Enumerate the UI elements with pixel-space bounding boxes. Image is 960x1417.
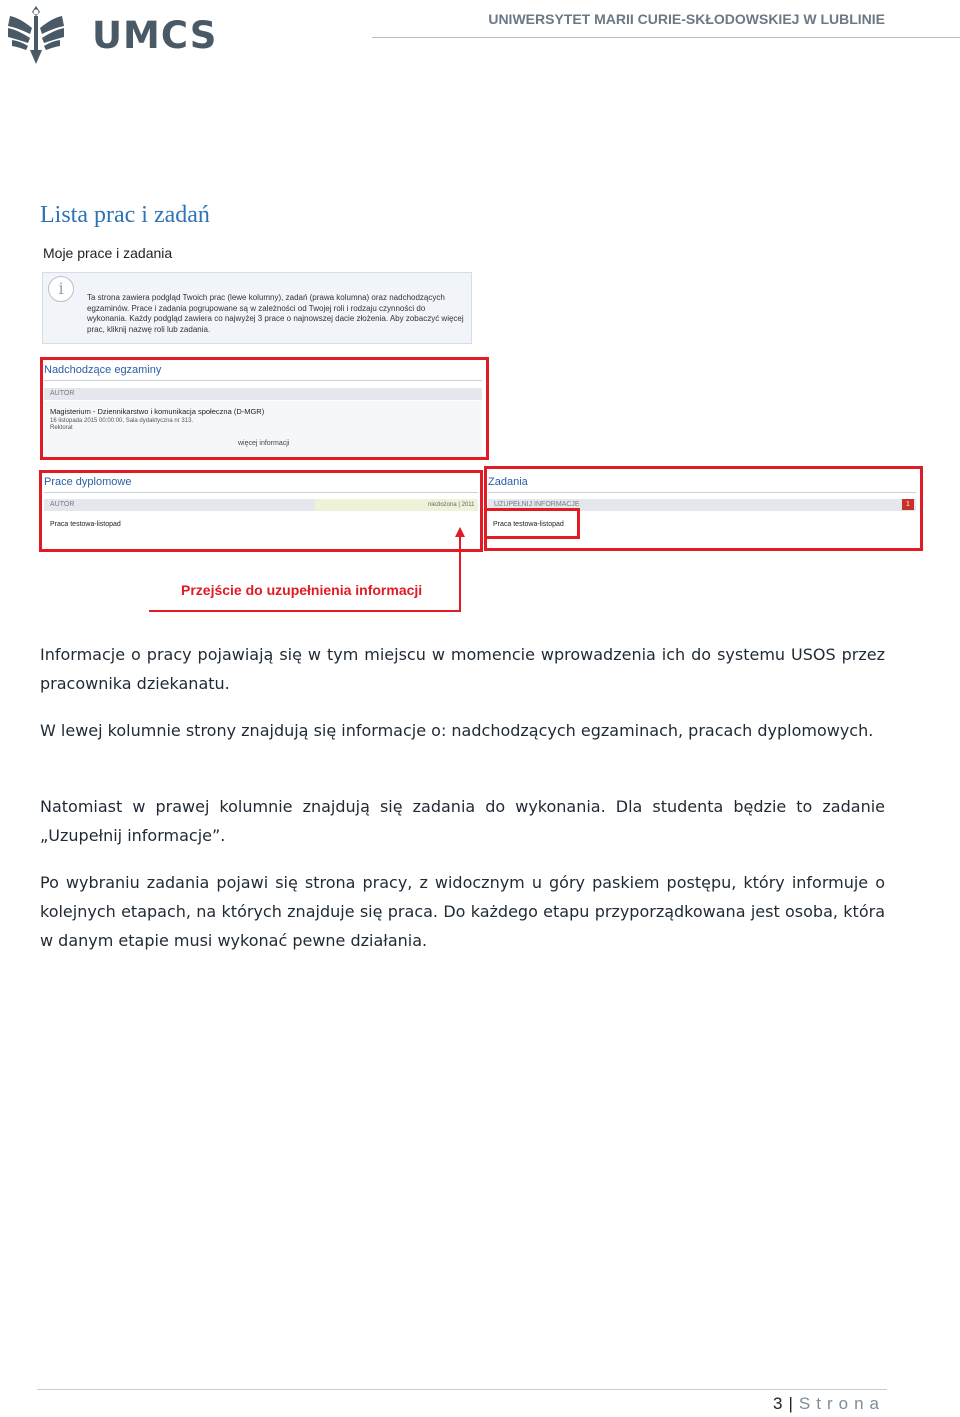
exams-role-bar: AUTOR [44,388,482,400]
theses-meta: niezłożona | 2011 [428,502,475,508]
tasks-item[interactable]: Praca testowa-listopad [493,521,564,528]
paragraph-4: Po wybraniu zadania pojawi się strona pracy, z widocznym u góry paskiem postępu, który informuje o kolejnych etapach, na których znajduje się praca. Do każdego etapu przyporządkowana jest osoba, która w danym etapie musi wykonać pewne działania. [40,873,885,950]
page-word: Strona [798,1394,885,1413]
task-count-badge: 1 [902,499,914,510]
tasks-heading[interactable]: Zadania [488,476,528,488]
page-number-footer [773,1394,885,1414]
paragraph-2: W lewej kolumnie strony znajdują się informacje o: nadchodzących egzaminach, pracach dyplomowych. [40,721,874,740]
screenshot-title: Moje prace i zadania [43,245,173,261]
section-title: Lista prac i zadań [40,202,210,228]
theses-heading[interactable]: Prace dyplomowe [44,476,132,488]
exam-details: 16 listopada 2015 00:00:00, Sala dydaktyczna nr 313. [50,418,194,424]
exams-more-link[interactable]: więcej informacji [238,440,290,447]
exam-title[interactable]: Magisterium - Dziennikarstwo i komunikacja społeczna (D-MGR) [50,407,265,416]
logo-wordmark: UMCS [92,14,218,57]
header-divider [372,37,960,38]
theses-item[interactable]: Praca testowa-listopad [50,521,121,528]
page-number: 3 [773,1394,783,1413]
info-icon: i [48,276,74,302]
theses-role-label: AUTOR [50,501,75,508]
exam-extra: Rektorat [50,425,73,431]
info-text: Ta strona zawiera podgląd Twoich prac (lewe kolumny), zadań (prawa kolumna) oraz nadchodzących egzaminów. Prace i zadania pogrupowane są w zależności od Twojej roli i rodzaju czynności do wykonania. Każdy podgląd zawiera co najwyżej 3 prace o najnowszej dacie złożenia. Aby zobaczyć więcej prac, kliknij nazwę roli lub zadania. [87,293,464,334]
task-name[interactable]: UZUPEŁNIJ INFORMACJE [494,501,580,508]
callout-label: Przejście do uzupełnienia informacji [181,582,423,598]
paragraph-1: Informacje o pracy pojawiają się w tym miejscu w momencie wprowadzenia ich do systemu USOS przez pracownika dziekanatu. [40,645,885,693]
page-separator: | [788,1394,793,1413]
university-name: UNIWERSYTET MARII CURIE-SKŁODOWSKIEJ W LUBLINIE [488,11,885,27]
task-item-highlight-frame [484,508,580,539]
umcs-eagle-logo [4,2,68,68]
exams-heading[interactable]: Nadchodzące egzaminy [44,364,162,376]
footer-divider [37,1389,887,1390]
callout-arrow [140,525,490,615]
paragraph-3: Natomiast w prawej kolumnie znajdują się zadania do wykonania. Dla studenta będzie to zadanie „Uzupełnij informacje”. [40,797,885,845]
exams-highlight-frame [40,357,489,460]
